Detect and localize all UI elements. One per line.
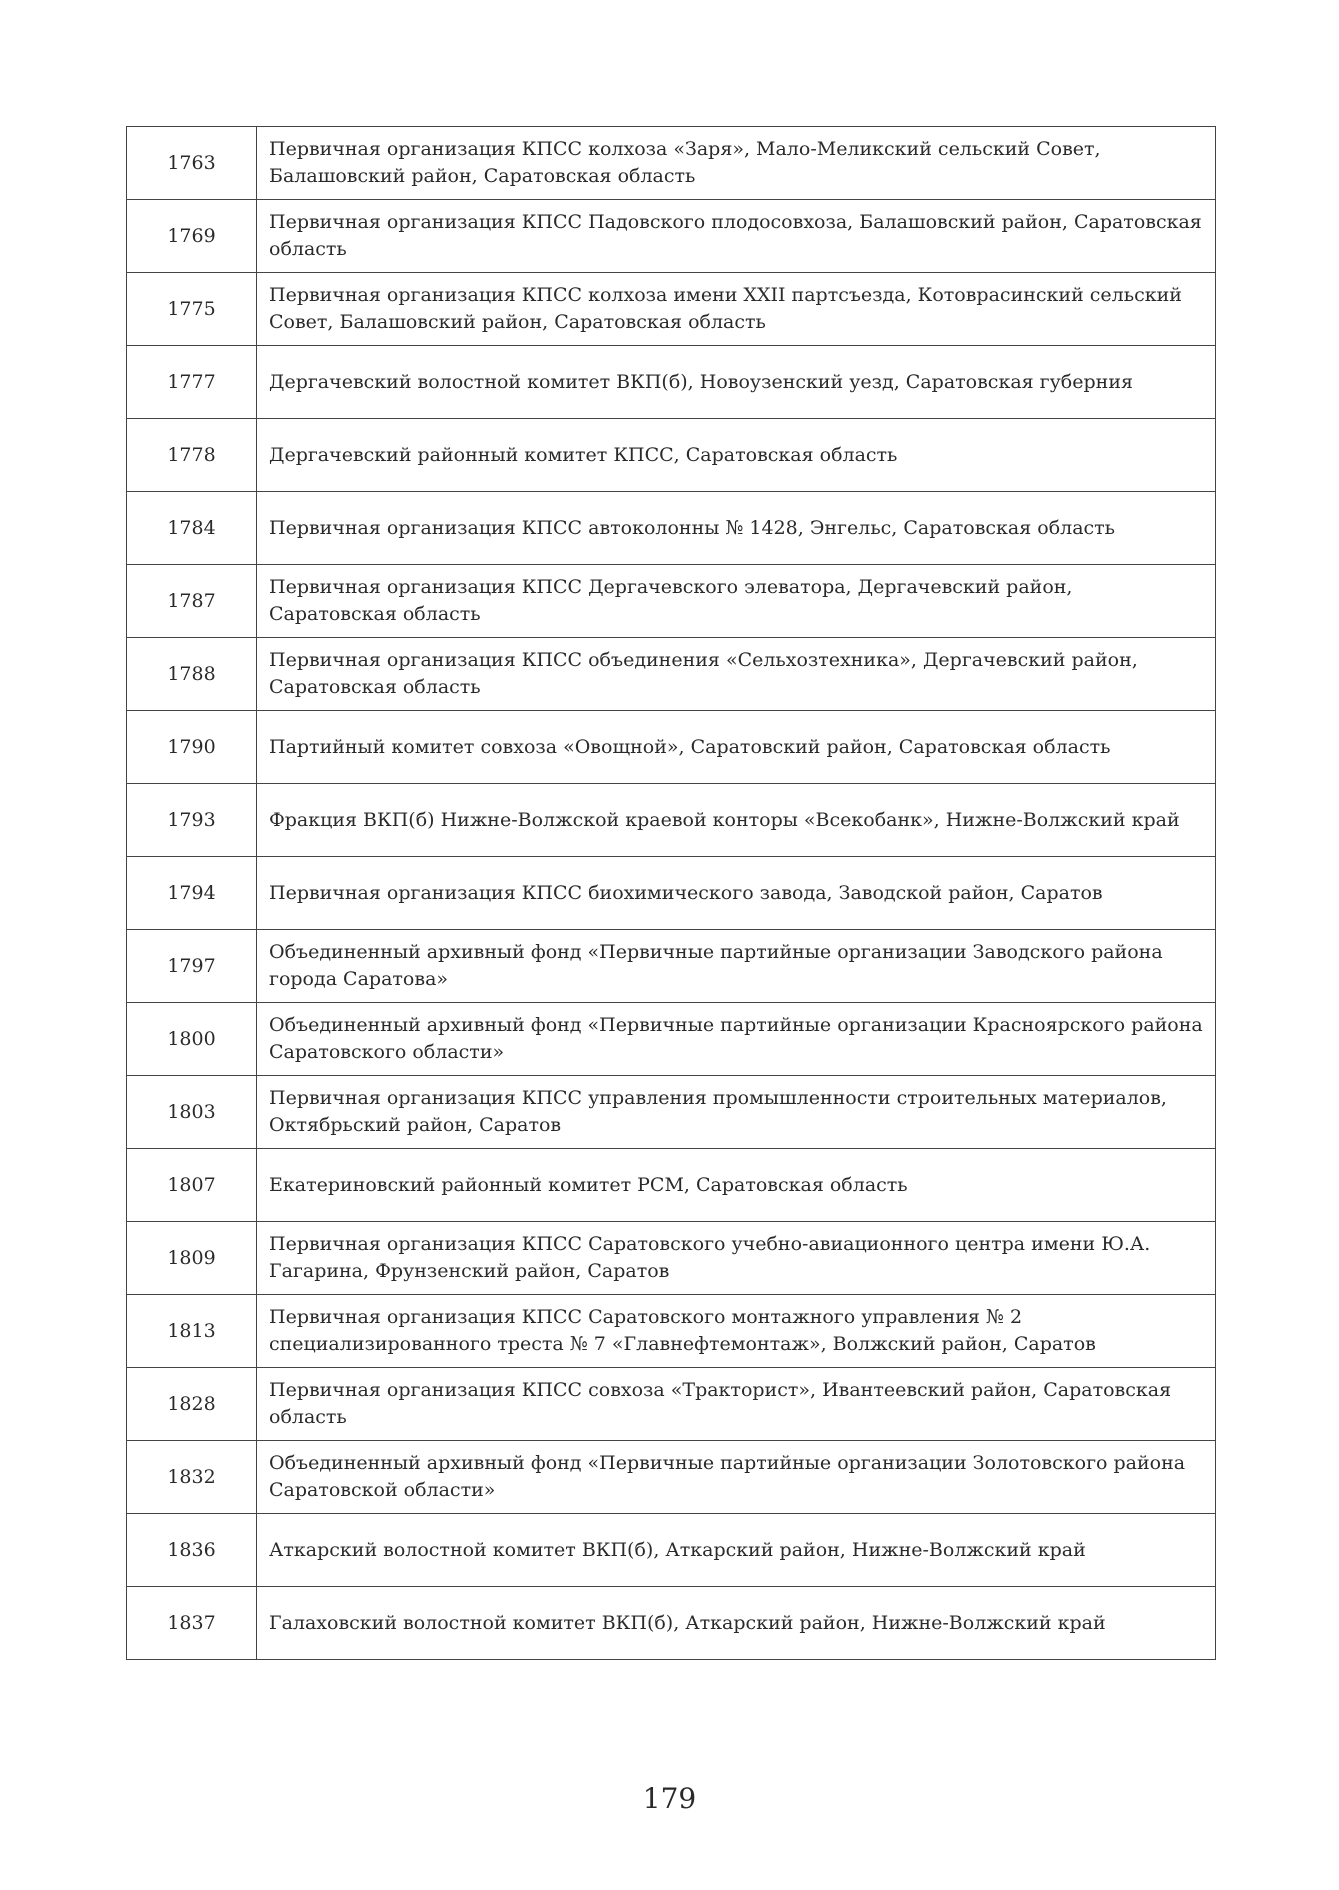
fond-number: 1784 (127, 492, 257, 565)
table-row (127, 1295, 1216, 1368)
fond-number: 1794 (127, 857, 257, 930)
table-row (127, 711, 1216, 784)
fond-number: 1778 (127, 419, 257, 492)
fond-description: Первичная организация КПСС колхоза имени XXII партсъезда, Котоврасинский сельский Совет, Балашовский район, Саратовская область (257, 273, 1216, 346)
table-row (127, 1003, 1216, 1076)
table-row (127, 200, 1216, 273)
table-row (127, 1368, 1216, 1441)
table-row (127, 1587, 1216, 1660)
page-number: 179 (642, 1782, 697, 1815)
fond-description: Первичная организация КПСС Саратовского монтажного управления № 2 специализированного треста № 7 «Главнефтемонтаж», Волжский район, Саратов (257, 1295, 1216, 1368)
fond-number: 1828 (127, 1368, 257, 1441)
table-row (127, 638, 1216, 711)
table-row (127, 565, 1216, 638)
fond-description: Первичная организация КПСС Дергачевского элеватора, Дергачевский район, Саратовская область (257, 565, 1216, 638)
table-row (127, 784, 1216, 857)
fond-description: Первичная организация КПСС биохимического завода, Заводской район, Саратов (257, 857, 1216, 930)
table-row (127, 1149, 1216, 1222)
fond-description: Первичная организация КПСС управления промышленности строительных материалов, Октябрьский район, Саратов (257, 1076, 1216, 1149)
fond-number: 1836 (127, 1514, 257, 1587)
fond-description: Первичная организация КПСС Саратовского учебно-авиационного центра имени Ю.А. Гагарина, Фрунзенский район, Саратов (257, 1222, 1216, 1295)
table-row (127, 127, 1216, 200)
table-row (127, 419, 1216, 492)
fond-number: 1807 (127, 1149, 257, 1222)
fond-number: 1800 (127, 1003, 257, 1076)
table-row (127, 273, 1216, 346)
table-row (127, 1514, 1216, 1587)
fond-description: Галаховский волостной комитет ВКП(б), Аткарский район, Нижне-Волжский край (257, 1587, 1216, 1660)
fond-description: Объединенный архивный фонд «Первичные партийные организации Красноярского района Саратовского области» (257, 1003, 1216, 1076)
table-row (127, 346, 1216, 419)
fond-number: 1790 (127, 711, 257, 784)
fond-number: 1803 (127, 1076, 257, 1149)
fond-description: Дергачевский районный комитет КПСС, Саратовская область (257, 419, 1216, 492)
fond-description: Первичная организация КПСС Падовского плодосовхоза, Балашовский район, Саратовская область (257, 200, 1216, 273)
fond-number: 1797 (127, 930, 257, 1003)
fond-number: 1788 (127, 638, 257, 711)
fond-description: Екатериновский районный комитет РСМ, Саратовская область (257, 1149, 1216, 1222)
fond-description: Фракция ВКП(б) Нижне-Волжской краевой конторы «Всекобанк», Нижне-Волжский край (257, 784, 1216, 857)
table-row (127, 857, 1216, 930)
fond-number: 1763 (127, 127, 257, 200)
fond-description: Первичная организация КПСС автоколонны № 1428, Энгельс, Саратовская область (257, 492, 1216, 565)
fond-number: 1793 (127, 784, 257, 857)
fond-number: 1775 (127, 273, 257, 346)
table-row (127, 930, 1216, 1003)
table-row (127, 492, 1216, 565)
fond-description: Партийный комитет совхоза «Овощной», Саратовский район, Саратовская область (257, 711, 1216, 784)
fond-description: Объединенный архивный фонд «Первичные партийные организации Заводского района города Саратова» (257, 930, 1216, 1003)
fond-number: 1832 (127, 1441, 257, 1514)
fond-number: 1837 (127, 1587, 257, 1660)
table-row (127, 1222, 1216, 1295)
fond-number: 1777 (127, 346, 257, 419)
fond-number: 1809 (127, 1222, 257, 1295)
fond-description: Дергачевский волостной комитет ВКП(б), Новоузенский уезд, Саратовская губерния (257, 346, 1216, 419)
fond-number: 1787 (127, 565, 257, 638)
fond-number: 1813 (127, 1295, 257, 1368)
fond-description: Первичная организация КПСС совхоза «Тракторист», Ивантеевский район, Саратовская область (257, 1368, 1216, 1441)
fond-description: Объединенный архивный фонд «Первичные партийные организации Золотовского района Саратовской области» (257, 1441, 1216, 1514)
table-body (127, 127, 1216, 1660)
fond-number: 1769 (127, 200, 257, 273)
fond-description: Первичная организация КПСС объединения «Сельхозтехника», Дергачевский район, Саратовская область (257, 638, 1216, 711)
table-row (127, 1076, 1216, 1149)
archive-fonds-table (126, 126, 1216, 1660)
fond-description: Аткарский волостной комитет ВКП(б), Аткарский район, Нижне-Волжский край (257, 1514, 1216, 1587)
table-row (127, 1441, 1216, 1514)
fond-description: Первичная организация КПСС колхоза «Заря», Мало-Меликский сельский Совет, Балашовский район, Саратовская область (257, 127, 1216, 200)
